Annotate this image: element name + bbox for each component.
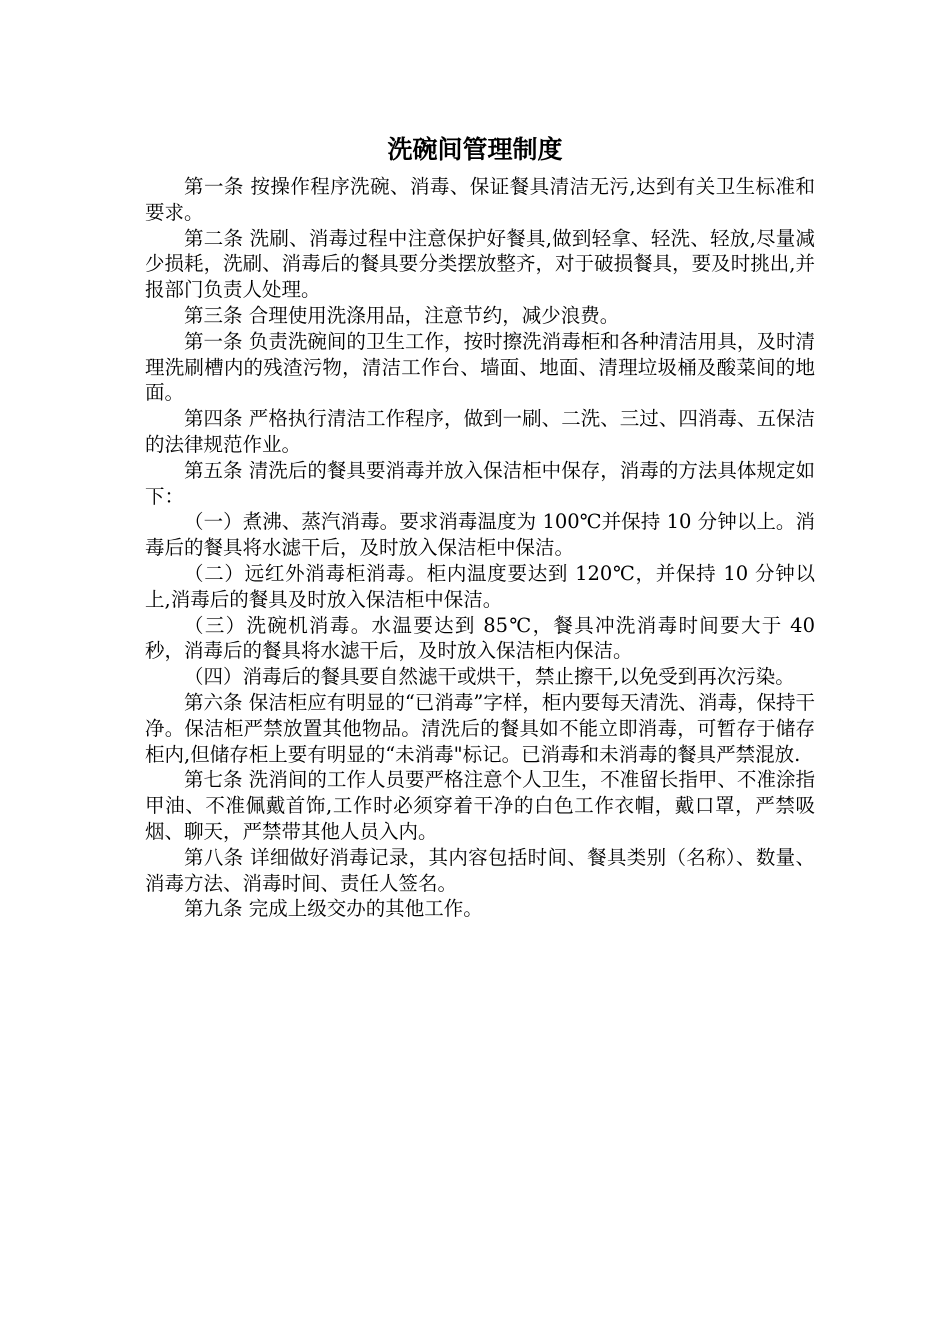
paragraph-12: 第七条 洗消间的工作人员要严格注意个人卫生，不准留长指甲、不准涂指甲油、不准佩戴首饰,工作时必须穿着干净的白色工作衣帽，戴口罩，严禁吸烟、聊天，严禁带其他人员入内。 — [145, 768, 815, 843]
paragraph-8: （二）远红外消毒柜消毒。柜内温度要达到 120℃，并保持 10 分钟以上,消毒后的餐具及时放入保洁柜中保洁。 — [145, 561, 815, 611]
document-body — [145, 174, 815, 922]
paragraph-9: （三）洗碗机消毒。水温要达到 85℃，餐具冲洗消毒时间要大于 40 秒，消毒后的餐具将水滤干后，及时放入保洁柜内保洁。 — [145, 613, 815, 663]
paragraph-6: 第五条 清洗后的餐具要消毒并放入保洁柜中保存，消毒的方法具体规定如下： — [145, 458, 815, 508]
paragraph-14: 第九条 完成上级交办的其他工作。 — [184, 897, 483, 921]
paragraph-4: 第一条 负责洗碗间的卫生工作，按时擦洗消毒柜和各种清洁用具，及时清理洗刷槽内的残渣污物，清洁工作台、墙面、地面、清理垃圾桶及酸菜间的地面。 — [145, 329, 815, 405]
paragraph-5: 第四条 严格执行清洁工作程序，做到一刷、二洗、三过、四消毒、五保洁的法律规范作业。 — [145, 407, 815, 456]
paragraph-3: 第三条 合理使用洗涤用品，注意节约，减少浪费。 — [184, 303, 620, 327]
document-title: 洗碗间管理制度 — [387, 135, 563, 164]
paragraph-1: 第一条 按操作程序洗碗、消毒、保证餐具清洁无污,达到有关卫生标准和要求。 — [145, 175, 815, 224]
paragraph-11: 第六条 保洁柜应有明显的“已消毒”字样，柜内要每天清洗、消毒，保持干净。保洁柜严禁放置其他物品。清洗后的餐具如不能立即消毒，可暂存于储存柜内,但储存柜上要有明显的“未消毒"标记。已消毒和未消毒的餐具严禁混放. — [145, 690, 815, 766]
paragraph-2: 第二条 洗刷、消毒过程中注意保护好餐具,做到轻拿、轻洗、轻放,尽量减少损耗，洗刷、消毒后的餐具要分类摆放整齐，对于破损餐具，要及时挑出,并报部门负责人处理。 — [145, 226, 815, 302]
paragraph-13: 第八条 详细做好消毒记录，其内容包括时间、餐具类别（名称）、数量、消毒方法、消毒时间、责任人签名。 — [145, 845, 815, 895]
paragraph-10: （四）消毒后的餐具要自然滤干或烘干，禁止擦干,以免受到再次污染。 — [184, 665, 795, 689]
paragraph-7: （一）煮沸、蒸汽消毒。要求消毒温度为 100℃并保持 10 分钟以上。消毒后的餐具将水滤干后，及时放入保洁柜中保洁。 — [145, 510, 815, 560]
